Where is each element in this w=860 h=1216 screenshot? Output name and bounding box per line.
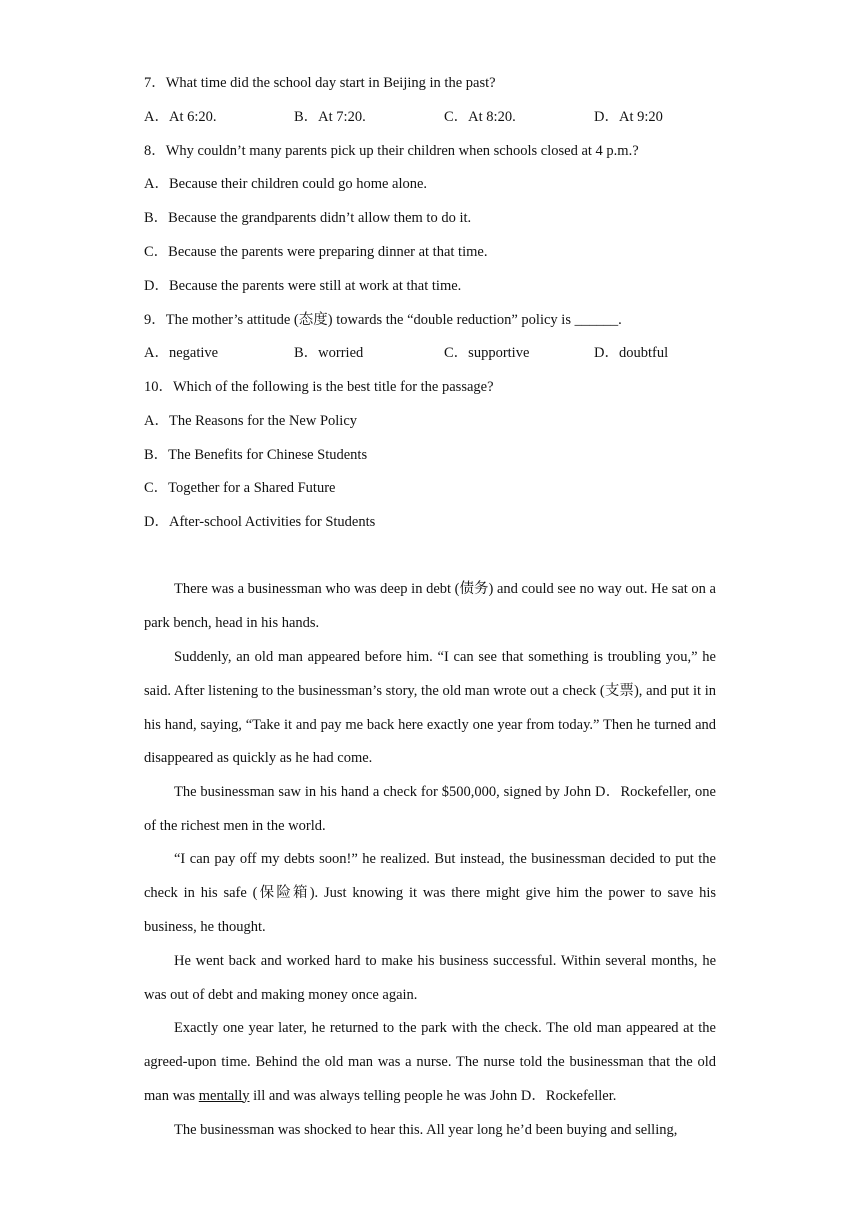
passage-paragraph-4: “I can pay off my debts soon!” he realized. But instead, the businessman decided to put the check in his safe (保险箱). Just knowing it was there might give him the power to save his business, he thought. [144,851,716,935]
q9-option-a: A．negative [144,345,219,361]
q9-option-b: B．worried [294,345,364,361]
q7-option-b: B．At 7:20. [294,109,366,125]
q8-option-d: D．Because the parents were still at work at that time. [144,278,462,294]
question-7-stem: 7．What time did the school day start in Beijing in the past? [144,75,496,91]
passage-paragraph-3: The businessman saw in his hand a check for $500,000, signed by John D．Rockefeller, one of the richest men in the world. [144,784,716,834]
question-8-stem: 8．Why couldn’t many parents pick up their children when schools closed at 4 p.m.? [144,143,639,159]
question-9-stem: 9．The mother’s attitude (态度) towards the “double reduction” policy is ______. [144,312,622,328]
q7-option-c: C．At 8:20. [444,109,516,125]
q8-option-c: C．Because the parents were preparing dinner at that time. [144,244,488,260]
q10-option-b: B．The Benefits for Chinese Students [144,447,368,463]
q8-option-a: A．Because their children could go home alone. [144,176,428,192]
question-10-stem: 10．Which of the following is the best title for the passage? [144,379,494,395]
q10-option-c: C．Together for a Shared Future [144,480,336,496]
q9-option-d: D．doubtful [594,345,669,361]
q10-option-a: A．The Reasons for the New Policy [144,413,358,429]
q8-option-b: B．Because the grandparents didn’t allow them to do it. [144,210,472,226]
passage-paragraph-2: Suddenly, an old man appeared before him. “I can see that something is troubling you,” he said. After listening to the businessman’s story, the old man wrote out a check (支票), and put it in his hand, saying, “Take it and pay me back here exactly one year from today.” Then he turned and disappeared as quickly as he had come. [144,649,716,767]
passage-paragraph-5: He went back and worked hard to make his business successful. Within several months, he was out of debt and making money once again. [144,953,716,1003]
q10-option-d: D．After-school Activities for Students [144,514,376,530]
paragraph-6-text-a: Exactly one year later, he returned to the park with the check. The old man appeared at the agreed-upon time. Behind the old man was a nurse. The nurse told the businessman that the old man was [144,1020,716,1104]
passage-paragraph-6 [144,1012,716,1113]
q7-option-d: D．At 9:20 [594,109,663,125]
q9-option-c: C．supportive [444,345,530,361]
underlined-word-mentally: mentally [198,1087,250,1104]
q7-option-a: A．At 6:20. [144,109,217,125]
paragraph-6-text-b: ill and was always telling people he was John D．Rockefeller. [249,1087,617,1104]
passage-paragraph-1: There was a businessman who was deep in debt (债务) and could see no way out. He sat on a park bench, head in his hands. [144,581,716,631]
passage-paragraph-7: The businessman was shocked to hear this. All year long he’d been buying and selling, [174,1122,678,1138]
